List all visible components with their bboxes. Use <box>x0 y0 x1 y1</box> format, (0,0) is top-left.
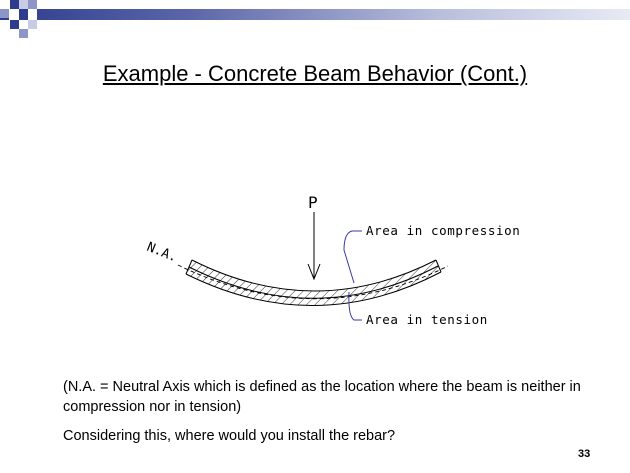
load-arrow <box>308 212 320 279</box>
neutral-axis-label: N.A. <box>144 239 180 266</box>
rebar-question: Considering this, where would you install the rebar? <box>63 428 396 444</box>
compression-label: Area in compression <box>366 223 521 238</box>
neutral-axis-definition: (N.A. = Neutral Axis which is defined as the location where the beam is neither in compression nor in tension) <box>63 379 581 415</box>
load-label: P <box>308 193 318 212</box>
page-number: 33 <box>578 448 591 460</box>
tension-label: Area in tension <box>366 312 488 327</box>
slide-title: Example - Concrete Beam Behavior (Cont.) <box>102 61 528 86</box>
beam <box>180 250 450 350</box>
compression-callout-line <box>344 231 362 283</box>
